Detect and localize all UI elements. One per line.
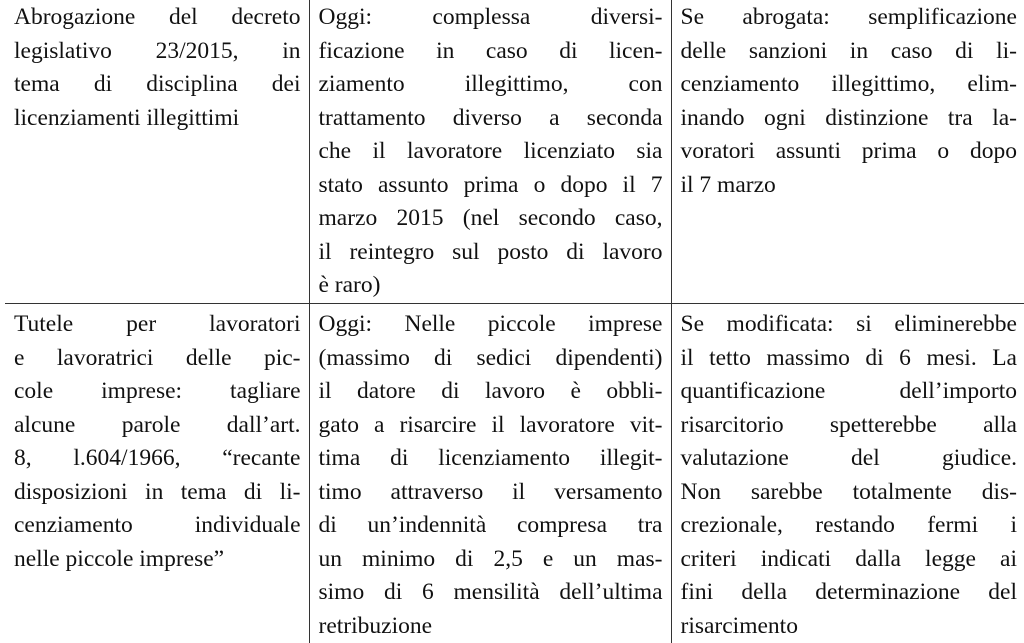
- table-cell-current: [309, 304, 671, 643]
- cell-text-line: Oggi: complessa diversi-: [319, 1, 663, 35]
- cell-text-line: criteri indicati dalla legge ai: [681, 543, 1018, 577]
- table-cell-topic: [5, 0, 309, 304]
- cell-text-line: il reintegro sul posto di lavoro: [319, 236, 663, 270]
- cell-text-line: il datore di lavoro è obbli-: [319, 375, 663, 409]
- cell-text-line: Se modificata: si eliminerebbe: [681, 308, 1018, 342]
- cell-text-line: crezionale, restando fermi i: [681, 509, 1018, 543]
- table-body: [5, 0, 1024, 643]
- cell-text-line: il tetto massimo di 6 mesi. La: [681, 342, 1018, 376]
- table-cell-current: [309, 0, 671, 304]
- cell-text-line: cenziamento illegittimo, elim-: [681, 68, 1018, 102]
- cell-text-line: Abrogazione del decreto: [14, 1, 301, 35]
- cell-text-line: ziamento illegittimo, con: [319, 68, 663, 102]
- cell-text-line: valutazione del giudice.: [681, 442, 1018, 476]
- cell-text-line: cenziamento individuale: [14, 509, 301, 543]
- table-cell-outcome: [671, 0, 1024, 304]
- cell-text-line: di un’indennità compresa tra: [319, 509, 663, 543]
- cell-text-line: Oggi: Nelle piccole imprese: [319, 308, 663, 342]
- cell-text-line: nelle piccole imprese”: [14, 543, 301, 577]
- cell-text-line: timo attraverso il versamento: [319, 476, 663, 510]
- cell-text-line: ficazione in caso di licen-: [319, 35, 663, 69]
- cell-text-line: delle sanzioni in caso di li-: [681, 35, 1018, 69]
- table-cell-topic: [5, 304, 309, 643]
- referendum-table: [5, 0, 1024, 643]
- cell-text-line: inando ogni distinzione tra la-: [681, 102, 1018, 136]
- cell-text-line: retribuzione: [319, 610, 663, 643]
- cell-text-line: tima di licenziamento illegit-: [319, 442, 663, 476]
- cell-text-line: Non sarebbe totalmente dis-: [681, 476, 1018, 510]
- cell-text-line: disposizioni in tema di li-: [14, 476, 301, 510]
- table-cell-outcome: [671, 304, 1024, 643]
- cell-text-line: è raro): [319, 269, 663, 303]
- cell-text-line: quantificazione dell’importo: [681, 375, 1018, 409]
- table-row: [5, 0, 1024, 304]
- cell-text-line: risarcitorio spetterebbe alla: [681, 409, 1018, 443]
- cell-text-line: che il lavoratore licenziato sia: [319, 135, 663, 169]
- cell-text-line: legislativo 23/2015, in: [14, 35, 301, 69]
- cell-text-line: licenziamenti illegittimi: [14, 102, 301, 136]
- cell-text-line: tema di disciplina dei: [14, 68, 301, 102]
- cell-text-line: Se abrogata: semplificazione: [681, 1, 1018, 35]
- table-row: [5, 304, 1024, 643]
- cell-text-line: trattamento diverso a seconda: [319, 102, 663, 136]
- cell-text-line: Tutele per lavoratori: [14, 308, 301, 342]
- cell-text-line: stato assunto prima o dopo il 7: [319, 169, 663, 203]
- cell-text-line: gato a risarcire il lavoratore vit-: [319, 409, 663, 443]
- cell-text-line: e lavoratrici delle pic-: [14, 342, 301, 376]
- cell-text-line: cole imprese: tagliare: [14, 375, 301, 409]
- cell-text-line: alcune parole dall’art.: [14, 409, 301, 443]
- cell-text-line: un minimo di 2,5 e un mas-: [319, 543, 663, 577]
- cell-text-line: risarcimento: [681, 610, 1018, 643]
- cell-text-line: voratori assunti prima o dopo: [681, 135, 1018, 169]
- cell-text-line: il 7 marzo: [681, 169, 1018, 203]
- cell-text-line: 8, l.604/1966, “recante: [14, 442, 301, 476]
- cell-text-line: fini della determinazione del: [681, 576, 1018, 610]
- cell-text-line: marzo 2015 (nel secondo caso,: [319, 202, 663, 236]
- cell-text-line: (massimo di sedici dipendenti): [319, 342, 663, 376]
- cell-text-line: simo di 6 mensilità dell’ultima: [319, 576, 663, 610]
